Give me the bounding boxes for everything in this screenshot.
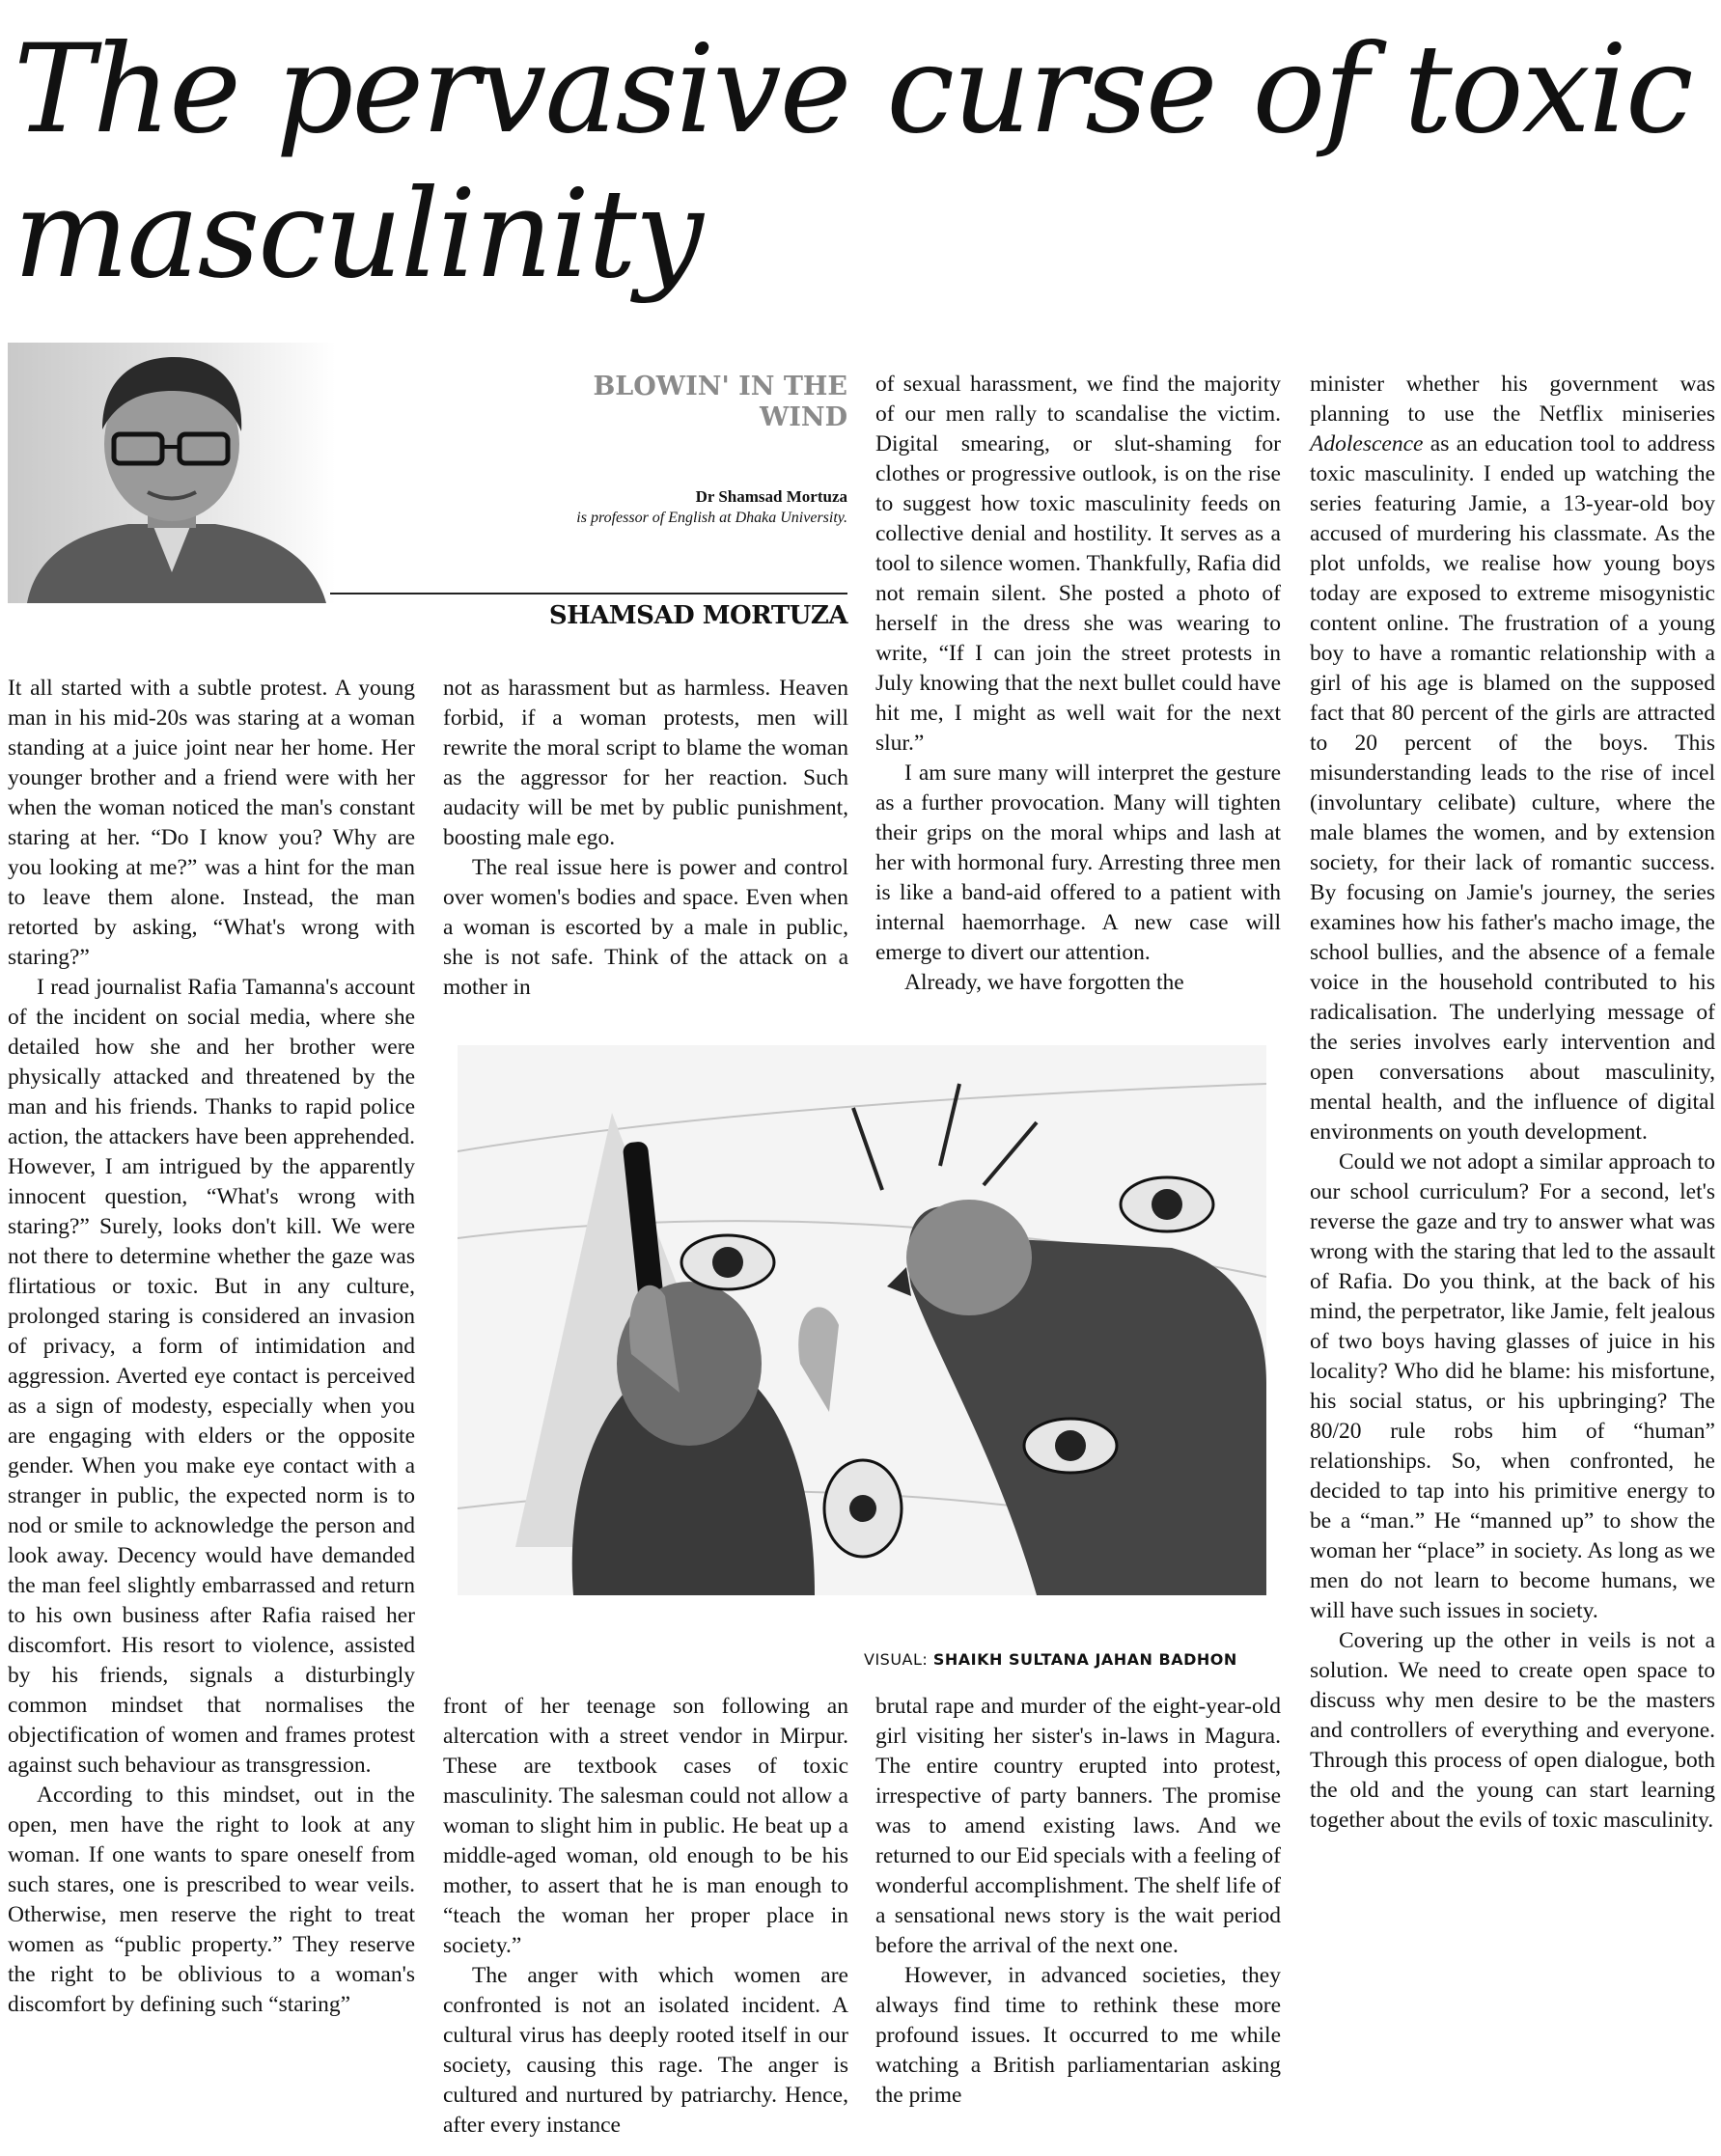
illustration [458, 1045, 1266, 1595]
column-1 [8, 674, 415, 2020]
paragraph [1310, 370, 1715, 1147]
paragraph: of sexual harassment, we find the majority of our men rally to scandalise the victim. Digital smearing, or slut-shaming for clothes or progressive outlook, is on the rise to suggest how toxic masculinity feeds on collective denial and hostility. It serves as a tool to silence women. Thankfully, Rafia did not remain silent. She posted a photo of herself in the dress she was wearing to write, “If I can join the street protests in July knowing that the next bullet could have hit me, I might as well wait for the next slur.” [875, 372, 1281, 756]
author-portrait-icon [8, 343, 336, 603]
paragraph: According to this mindset, out in the open, men have the right to look at any woman. If one wants to spare oneself from such stares, one is prescribed to wear veils. Otherwise, men reserve the right to treat women as “public property.” They reserve the right to be oblivious to a woman's discomfort by defining such “staring” [8, 1783, 415, 2017]
author-bio: is professor of English at Dhaka University. [576, 510, 847, 526]
illustration-scene-icon [458, 1045, 1266, 1595]
paragraph: The real issue here is power and control over women's bodies and space. Even when a woman is escorted by a male in public, she is not safe. Think of the attack on a mother in [443, 855, 848, 1000]
series-title: Adolescence [1310, 431, 1424, 456]
column-name: BLOWIN' IN THE WIND [593, 372, 847, 432]
paragraph: I read journalist Rafia Tamanna's account of the incident on social media, where she detailed how she and her brother were physically attacked and threatened by the man and his friends. Thanks to rapid police action, the attackers have been apprehended. However, I am intrigued by the apparently innocent question, “What's wrong with staring?” Surely, looks don't kill. We were not there to determine whether the gaze was flirtatious or toxic. But in any culture, prolonged staring is considered an invasion of privacy, a form of intimidation and aggression. Averted eye contact is perceived as a sign of modesty, especially when you are engaging with elders or the opposite gender. When you make eye contact with a stranger in public, the expected norm is to nod or smile to acknowledge the person and look away. Decency would have demanded the man feel slightly embarrassed and return to his own business after Rafia raised her discomfort. His resort to violence, assisted by his friends, signals a disturbingly common mindset that normalises the objectification of women and frames protest against such behaviour as transgression. [8, 975, 415, 1778]
paragraph: It all started with a subtle protest. A young man in his mid-20s was staring at a woman standing at a juice joint near her home. Her younger brother and a friend were with her when the woman noticed the man's constant staring at her. “Do I know you? Why are you looking at me?” was a hint for the man to leave them alone. Instead, the man retorted by asking, “What's wrong with staring?” [8, 676, 415, 970]
paragraph: brutal rape and murder of the eight-year-old girl visiting her sister's in-laws in Magura. The entire country erupted into protest, irrespective of party banners. The promise was to amend existing laws. And we returned to our Eid specials with a feeling of wonderful accomplishment. The shelf life of a sensational news story is the wait period before the arrival of the next one. [875, 1694, 1281, 1958]
visual-credit-name: SHAIKH SULTANA JAHAN BADHON [932, 1650, 1237, 1669]
author-photo [8, 343, 336, 603]
visual-credit-label: VISUAL: [864, 1650, 929, 1669]
column-4 [1310, 370, 1715, 1836]
visual-credit [864, 1650, 1269, 1669]
paragraph-text: as an education tool to address toxic masculinity. I ended up watching the series featuring Jamie, a 13-year-old boy accused of murdering his classmate. As the plot unfolds, we realise how young boys today are exposed to extreme misogynistic content online. The frustration of a young boy to have a romantic relationship with a girl of his age is blamed on the supposed fact that 80 percent of the girls are attracted to 20 percent of the boys. This misunderstanding leads to the rise of incel (involuntary celibate) culture, where the male blames the women, and by extension society, for their lack of romantic success. By focusing on Jamie's journey, the series examines how his father's macho image, the school bullies, and the absence of a female voice in the household contributed to his radicalisation. The underlying message of the series involves early intervention and open conversations about masculinity, mental health, and the influence of digital environments on youth development. [1310, 431, 1715, 1145]
byline-divider [330, 593, 847, 594]
column-2-top [443, 674, 848, 1003]
headline: The pervasive curse of toxic masculinity [14, 18, 1692, 305]
paragraph-text: minister whether his government was planning to use the Netflix miniseries [1310, 372, 1715, 427]
column-3-bottom [875, 1692, 1281, 2111]
paragraph: Could we not adopt a similar approach to our school curriculum? For a second, let's reverse the gaze and try to answer what was wrong with the staring that led to the assault of Rafia. Do you think, at the back of his mind, the perpetrator, like Jamie, felt jealous of two boys having glasses of juice in his locality? Who did he blame: his misfortune, his social status, or his upbringing? The 80/20 rule robs him of “human” relationships. So, when confronted, he decided to tap into his primitive energy to be a “man.” He “manned up” to show the woman her “place” in society. As long as we men do not learn to become humans, we will have such issues in society. [1310, 1149, 1715, 1623]
column-2-bottom [443, 1692, 848, 2141]
paragraph: Already, we have forgotten the [904, 970, 1184, 995]
paragraph: I am sure many will interpret the gesture as a further provocation. Many will tighten their grips on the moral whips and lash at her with hormonal fury. Arresting three men is like a band-aid offered to a patient with internal haemorrhage. A new case will emerge to divert our attention. [875, 760, 1281, 965]
paragraph: The anger with which women are confronted is not an isolated incident. A cultural virus has deeply rooted itself in our society, causing this rage. The anger is cultured and nurtured by patriarchy. Hence, after every instance [443, 1963, 848, 2138]
paragraph: front of her teenage son following an altercation with a street vendor in Mirpur. These are textbook cases of toxic masculinity. The salesman could not allow a woman to slight him in public. He beat up a middle-aged woman, old enough to be his mother, to assert that he is man enough to “teach the woman her proper place in society.” [443, 1694, 848, 1958]
paragraph: not as harassment but as harmless. Heaven forbid, if a woman protests, men will rewrite the moral script to blame the woman as the aggressor for her reaction. Such audacity will be met by public punishment, boosting male ego. [443, 676, 848, 850]
paragraph: However, in advanced societies, they always find time to rethink these more profound issues. It occurred to me while watching a British parliamentarian asking the prime [875, 1963, 1281, 2108]
author-name: SHAMSAD MORTUZA [548, 601, 847, 630]
author-credit: Dr Shamsad Mortuza [695, 487, 847, 506]
paragraph: Covering up the other in veils is not a solution. We need to create open space to discuss why men desire to be the masters and controllers of everything and everyone. Through this process of open dialogue, both the old and the young can start learning together about the evils of toxic masculinity. [1310, 1628, 1715, 1833]
column-3-top [875, 370, 1281, 998]
